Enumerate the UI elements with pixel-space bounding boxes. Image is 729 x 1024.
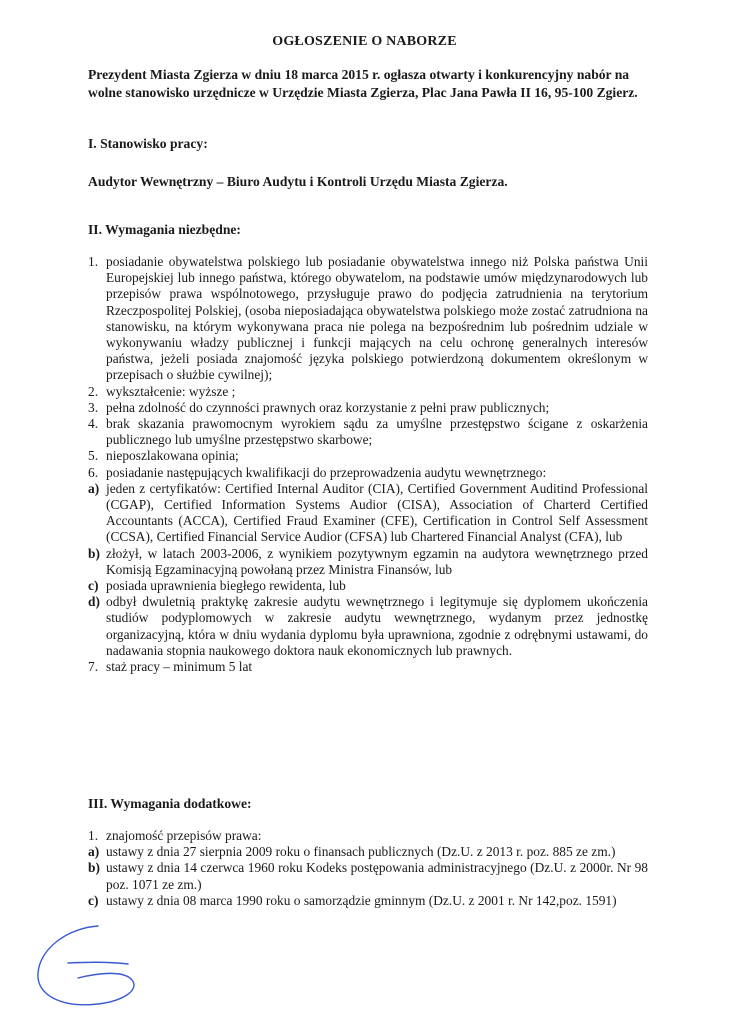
sub-list-item (88, 860, 648, 892)
handwritten-signature (28, 918, 148, 1013)
item-text: posiadanie obywatelstwa polskiego lub posiadanie obywatelstwa innego niż Polska państwa Unii Europejskiej lub innego państwa, którego obywatelom, na podstawie umów międzynarodowych lub przepisów prawa wspólnotowego, przysługuje prawo do podjęcia zatrudnienia na terytorium Rzeczpospolitej Polskiej, (osoba nieposiadająca obywatelstwa polskiego może zostać zatrudniona na stanowisku, na którym wykonywana praca nie polega na bezpośrednim lub pośrednim udziale w wykonywaniu władzy publicznej i funkcji mających na celu ochronę generalnych interesów państwa, jeżeli posiada znajomość języka polskiego potwierdzoną dokumentem określonym w przepisach o służbie cywilnej); (106, 254, 648, 383)
item-text: znajomość przepisów prawa: (106, 828, 262, 843)
item-text: posiadanie następujących kwalifikacji do przeprowadzenia audytu wewnętrznego: (106, 464, 547, 480)
item-letter: d) (88, 594, 100, 610)
item-number: 6. (88, 464, 99, 480)
section-1-heading: I. Stanowisko pracy: (88, 136, 208, 151)
item-letter: a) (88, 844, 100, 860)
item-text: jeden z certyfikatów: Certified Internal Auditor (CIA), Certified Government Auditind Professional (CGAP), Certified Information Systems Audior (CISA), Association of Charterd Certified Accountants (ACCA), Certified Fraud Examiner (CFE), Certification in Control Self Assessment (CCSA), Certified Financial Service Audior (CFSA) lub Chartered Financial Analyst (CFA), lub (106, 480, 648, 545)
item-text: ustawy z dnia 27 sierpnia 2009 roku o finansach publicznych (Dz.U. z 2013 r. poz. 885 ze zm.) (106, 844, 616, 860)
section-3-list (88, 828, 648, 909)
item-text: brak skazania prawomocnym wyrokiem sądu za umyślne przestępstwo ścigane z oskarżenia publicznego lub umyślne przestępstwo skarbowe; (106, 416, 648, 448)
item-text: pełna zdolność do czynności prawnych oraz korzystanie z pełni praw publicznych; (106, 399, 550, 415)
item-text: posiada uprawnienia biegłego rewidenta, lub (106, 578, 346, 594)
list-item (88, 254, 648, 384)
sub-list-item (88, 594, 648, 659)
item-text: wykształcenie: wyższe ; (106, 383, 236, 399)
item-number: 1. (88, 828, 99, 843)
item-letter: c) (88, 578, 99, 594)
list-item (88, 659, 648, 675)
list-item (88, 384, 648, 400)
position-title: Audytor Wewnętrzny – Biuro Audytu i Kontroli Urzędu Miasta Zgierza. (88, 174, 508, 189)
list-item (88, 416, 648, 448)
list-item (88, 828, 648, 844)
item-letter: c) (88, 892, 99, 908)
item-letter: b) (88, 860, 100, 876)
sub-list-item (88, 481, 648, 546)
item-text: złożył, w latach 2003-2006, z wynikiem pozytywnym egzamin na audytora wewnętrznego przed Komisją Egzaminacyjną powołaną przez Ministra Finansów, lub (106, 545, 648, 577)
sub-list-item (88, 893, 648, 909)
item-number: 5. (88, 448, 99, 464)
sub-list-item (88, 844, 648, 860)
item-number: 4. (88, 416, 99, 432)
item-letter: a) (88, 480, 100, 496)
intro-paragraph: Prezydent Miasta Zgierza w dniu 18 marca 2015 r. ogłasza otwarty i konkurencyjny nabór na wolne stanowisko urzędnicze w Urzędzie Miasta Zgierza, Plac Jana Pawła II 16, 95-100 Zgierz. (88, 67, 638, 100)
sub-list-item (88, 546, 648, 578)
item-text: staż pracy – minimum 5 lat (106, 659, 253, 675)
list-item (88, 400, 648, 416)
list-item (88, 448, 648, 464)
item-text: ustawy z dnia 08 marca 1990 roku o samorządzie gminnym (Dz.U. z 2001 r. Nr 142,poz. 1591) (106, 892, 617, 908)
item-number: 3. (88, 399, 99, 415)
item-text: nieposzlakowana opinia; (106, 448, 239, 464)
item-number: 1. (88, 254, 99, 269)
list-item (88, 465, 648, 481)
item-letter: b) (88, 545, 100, 561)
section-2-list (88, 254, 648, 675)
item-number: 7. (88, 659, 99, 675)
section-3-heading: III. Wymagania dodatkowe: (88, 796, 252, 811)
item-text: odbył dwuletnią praktykę zakresie audytu wewnętrznego i legitymuje się dyplomem ukończenia studiów podyplomowych w zakresie audytu wewnętrznego, wydanym przez jednostkę organizacyjną, która w dniu wydania dyplomu była uprawniona, zgodnie z odrębnymi ustawami, do nadawania stopnia naukowego doktora nauk ekonomicznych lub prawnych. (106, 594, 648, 658)
item-text: ustawy z dnia 14 czerwca 1960 roku Kodeks postępowania administracyjnego (Dz.U. z 2000r. Nr 98 poz. 1071 ze zm.) (106, 860, 648, 892)
document-title: OGŁOSZENIE O NABORZE (272, 34, 457, 49)
item-number: 2. (88, 383, 99, 399)
section-2-heading: II. Wymagania niezbędne: (88, 222, 241, 237)
sub-list-item (88, 578, 648, 594)
